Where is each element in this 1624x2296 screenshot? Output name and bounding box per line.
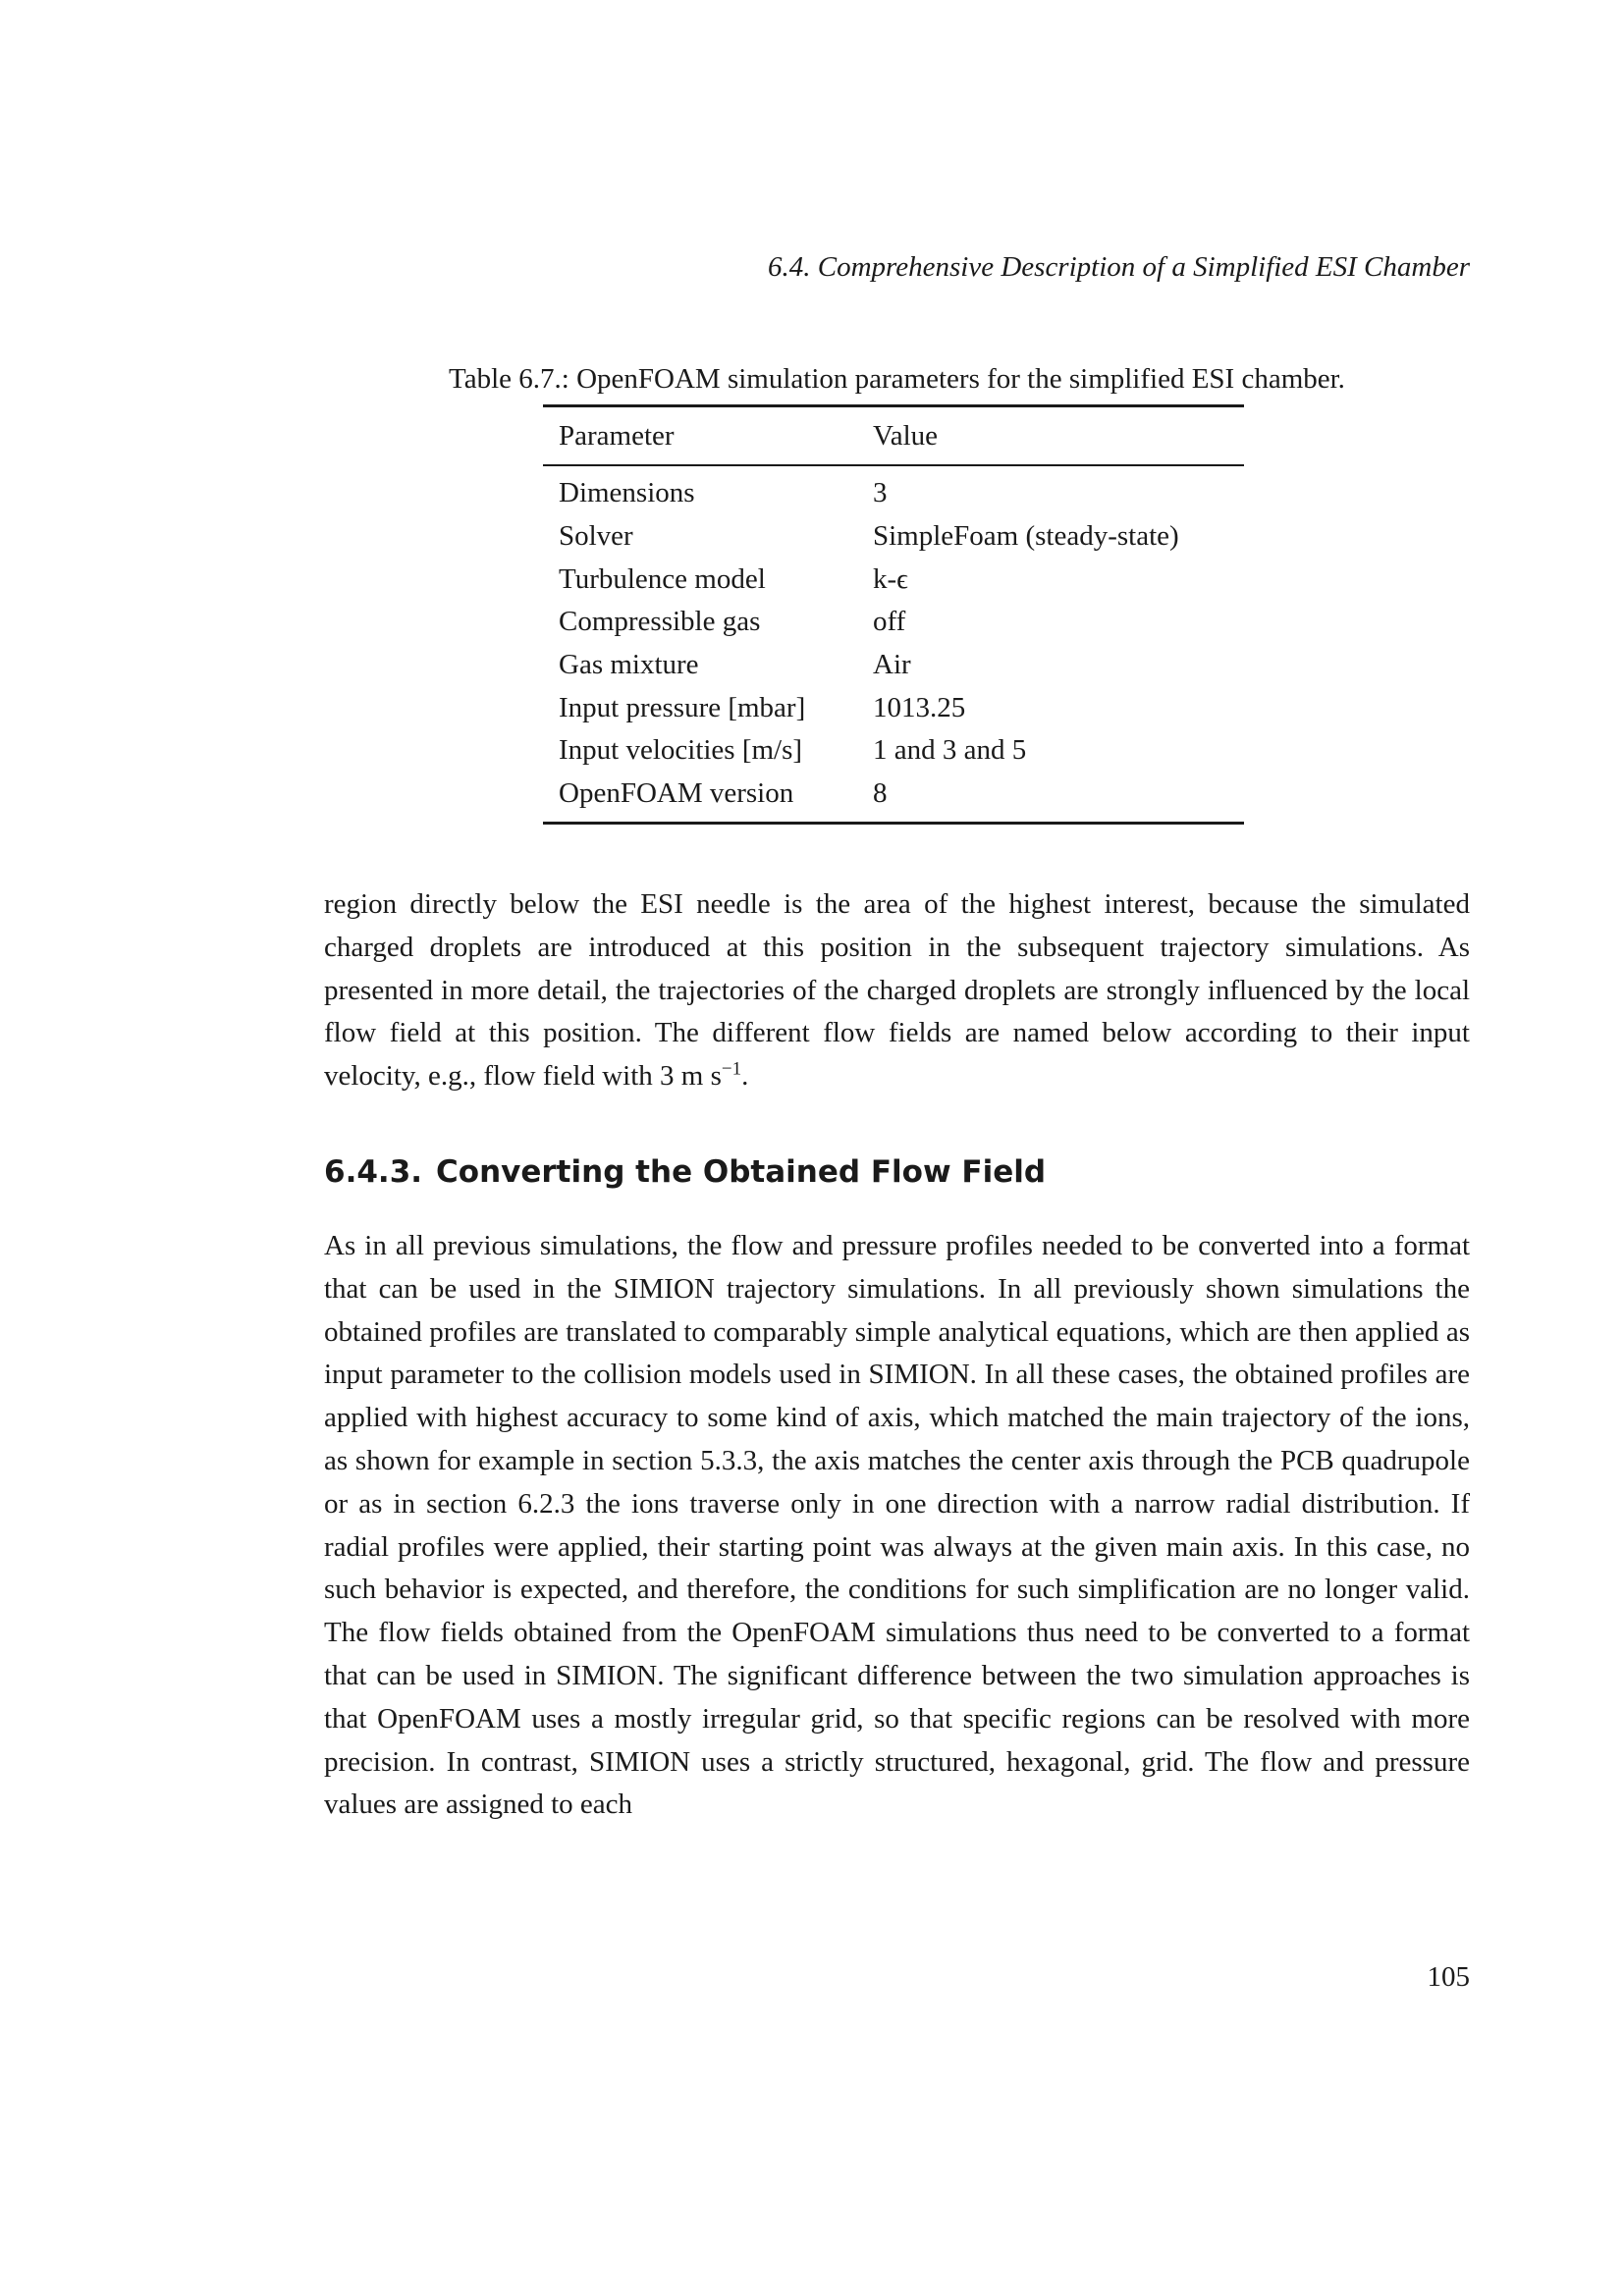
table-row xyxy=(543,773,1244,823)
body-paragraph-flow-fields xyxy=(324,883,1470,1098)
simulation-parameters-table xyxy=(543,404,1244,825)
section-heading xyxy=(324,1150,1046,1194)
paragraph-text: region directly below the ESI needle is the area of the highest interest, because the simulated charged droplets are introduced at this position in the subsequent trajectory simulations. As presented in more detail, the trajectories of the charged droplets are strongly influenced by the local flow field at this position. The different flow fields are named below according to their input velocity, e.g., flow field with 3 m s xyxy=(324,888,1470,1093)
table-row xyxy=(543,686,1244,729)
unit-exponent: −1 xyxy=(721,1058,742,1080)
table-row xyxy=(543,465,1244,515)
paragraph-text: As in all previous simulations, the flow and pressure profiles needed to be converted into a format that can be used in the SIMION trajectory simulations. In all previously shown simulations the obtained profiles are translated to comparably simple analytical equations, which are then applied as input parameter to the collision models used in SIMION. In all these cases, the obtained profiles are applied with highest accuracy to some kind of axis, which matched the main trajectory of the ions, as shown for example in section 5.3.3, the axis matches the center axis through the PCB quadrupole or as in section 6.2.3 the ions traverse only in one direction with a narrow radial distribution. If radial profiles were applied, their starting point was always at the given main axis. In this case, no such behavior is expected, and therefore, the conditions for such simplification are no longer valid. The flow fields obtained from the OpenFOAM simulations thus need to be converted to a format that can be used in SIMION. The significant difference between the two simulation approaches is that OpenFOAM uses a mostly irregular grid, so that specific regions can be resolved with more precision. In contrast, SIMION uses a strictly structured, hexagonal, grid. The flow and pressure values are assigned to each xyxy=(324,1230,1470,1821)
parameter-cell: OpenFOAM version xyxy=(543,773,857,823)
value-cell: SimpleFoam (steady-state) xyxy=(873,520,1179,553)
value-cell: 1013.25 xyxy=(873,691,966,723)
parameter-cell: Compressible gas xyxy=(559,606,761,638)
value-cell: Air xyxy=(873,649,911,681)
table-row xyxy=(543,644,1244,687)
section-title: Converting the Obtained Flow Field xyxy=(436,1154,1047,1190)
parameter-cell: Dimensions xyxy=(559,477,695,509)
table-row xyxy=(543,601,1244,644)
table-row xyxy=(543,558,1244,601)
parameter-cell: Turbulence model xyxy=(559,562,766,595)
parameter-cell: Input pressure [mbar] xyxy=(559,691,806,723)
value-cell: 8 xyxy=(857,773,1244,823)
column-header-parameter: Parameter xyxy=(543,406,857,466)
column-header-value: Value xyxy=(857,406,1244,466)
table-row xyxy=(543,729,1244,773)
value-cell: off xyxy=(873,606,906,638)
table-caption: Table 6.7.: OpenFOAM simulation parameters for the simplified ESI chamber. xyxy=(449,363,1345,395)
table-row xyxy=(543,515,1244,559)
parameter-cell: Input velocities [m/s] xyxy=(559,734,803,767)
value-cell: k-ϵ xyxy=(873,562,908,595)
page-number: 105 xyxy=(1427,1961,1470,1993)
body-paragraph-conversion xyxy=(324,1225,1470,1827)
section-number: 6.4.3. xyxy=(324,1154,423,1190)
value-cell: 3 xyxy=(873,477,888,509)
parameter-cell: Solver xyxy=(559,520,633,553)
parameter-cell: Gas mixture xyxy=(559,649,699,681)
paragraph-end: . xyxy=(741,1060,749,1093)
value-cell: 1 and 3 and 5 xyxy=(873,734,1027,767)
running-header: 6.4. Comprehensive Description of a Simplified ESI Chamber xyxy=(768,251,1470,283)
table-header-row xyxy=(543,406,1244,466)
